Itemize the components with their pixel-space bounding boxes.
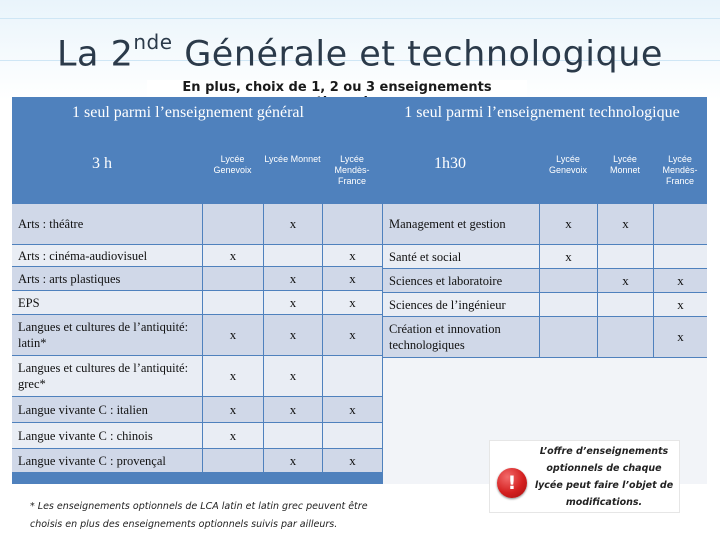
general-row-label: Arts : théâtre (12, 204, 202, 244)
general-row-mark: x (264, 397, 322, 422)
general-row-mark: x (323, 291, 382, 314)
general-row-mark: x (264, 204, 322, 244)
technological-row-mark: x (654, 293, 707, 316)
technological-row-mark (540, 293, 597, 316)
technological-row-mark (598, 317, 653, 357)
school-column-header: Lycée Genevoix (548, 154, 588, 175)
general-row-mark: x (203, 397, 263, 422)
general-row-label: Langues et cultures de l’antiquité: grec* (12, 356, 202, 396)
school-column-header: Lycée Monnet (264, 154, 321, 164)
general-row-mark (203, 267, 263, 290)
general-row-mark: x (323, 315, 382, 355)
technological-hours: 1h30 (434, 155, 466, 172)
general-row-mark (203, 449, 263, 472)
general-row-mark: x (264, 267, 322, 290)
title-superscript: nde (133, 30, 173, 54)
technological-row-label: Sciences et laboratoire (383, 269, 539, 292)
general-row-mark: x (264, 356, 322, 396)
general-row-mark (323, 356, 382, 396)
technological-row-label: Santé et social (383, 245, 539, 268)
general-row-label: EPS (12, 291, 202, 314)
technological-row-mark: x (598, 204, 653, 244)
school-column-header: Lycée Mendès-France (334, 154, 370, 186)
general-row-label: Langue vivante C : italien (12, 397, 202, 422)
general-row-mark (264, 245, 322, 266)
subtitle: En plus, choix de 1, 2 ou 3 enseignements (147, 80, 527, 110)
general-row-mark (203, 204, 263, 244)
technological-row-mark (540, 269, 597, 292)
general-row-mark: x (203, 315, 263, 355)
technological-header: 1 seul parmi l’enseignement technologique (404, 104, 680, 121)
general-row-mark: x (264, 315, 322, 355)
general-row-mark: x (323, 449, 382, 472)
general-row-mark (323, 423, 382, 448)
technological-row-mark: x (654, 317, 707, 357)
technological-row-mark (654, 204, 707, 244)
exclamation-warning-icon: ! (497, 468, 527, 498)
school-column-header: Lycée Genevoix (213, 154, 252, 175)
title-suffix: Générale et technologique (172, 34, 663, 75)
general-row-mark (323, 204, 382, 244)
general-row-mark: x (323, 397, 382, 422)
general-row-mark: x (203, 423, 263, 448)
general-header: 1 seul parmi l’enseignement général (72, 104, 304, 121)
general-row-mark: x (323, 267, 382, 290)
options-table (12, 97, 707, 484)
technological-row-label: Management et gestion (383, 204, 539, 244)
school-column-header: Lycée Mendès-France (662, 154, 698, 186)
general-row-mark: x (264, 291, 322, 314)
technological-row-mark (540, 317, 597, 357)
general-row-mark: x (264, 449, 322, 472)
general-row-mark: x (203, 356, 263, 396)
footnote: * Les enseignements optionnels de LCA latin et latin grec peuvent être choisis en plus des enseignements optionnels suivis par ailleurs. (30, 501, 368, 530)
school-column-header: Lycée Monnet (609, 154, 641, 175)
technological-row-mark: x (598, 269, 653, 292)
general-row-label: Langues et cultures de l’antiquité: latin* (12, 315, 202, 355)
technological-row-label: Création et innovation technologiques (383, 317, 539, 357)
technological-row-mark (654, 245, 707, 268)
technological-row-mark: x (654, 269, 707, 292)
title-prefix: La 2 (57, 34, 134, 75)
technological-row-mark: x (540, 245, 597, 268)
general-row-label: Arts : cinéma-audiovisuel (12, 245, 202, 266)
general-row-mark (264, 423, 322, 448)
general-row-label: Arts : arts plastiques (12, 267, 202, 290)
technological-row-mark: x (540, 204, 597, 244)
general-row-label: Langue vivante C : provençal (12, 449, 202, 472)
general-row-label: Langue vivante C : chinois (12, 423, 202, 448)
general-hours: 3 h (92, 155, 112, 172)
technological-row-mark (598, 293, 653, 316)
general-row-mark: x (203, 245, 263, 266)
general-row-mark (203, 291, 263, 314)
technological-row-mark (598, 245, 653, 268)
decorative-line (0, 18, 720, 19)
general-row-mark: x (323, 245, 382, 266)
technological-row-label: Sciences de l’ingénieur (383, 293, 539, 316)
slide-title (0, 30, 720, 75)
notice-text: L’offre d’enseignements optionnels de chaque lycée peut faire l’objet de modifications. (534, 446, 674, 508)
